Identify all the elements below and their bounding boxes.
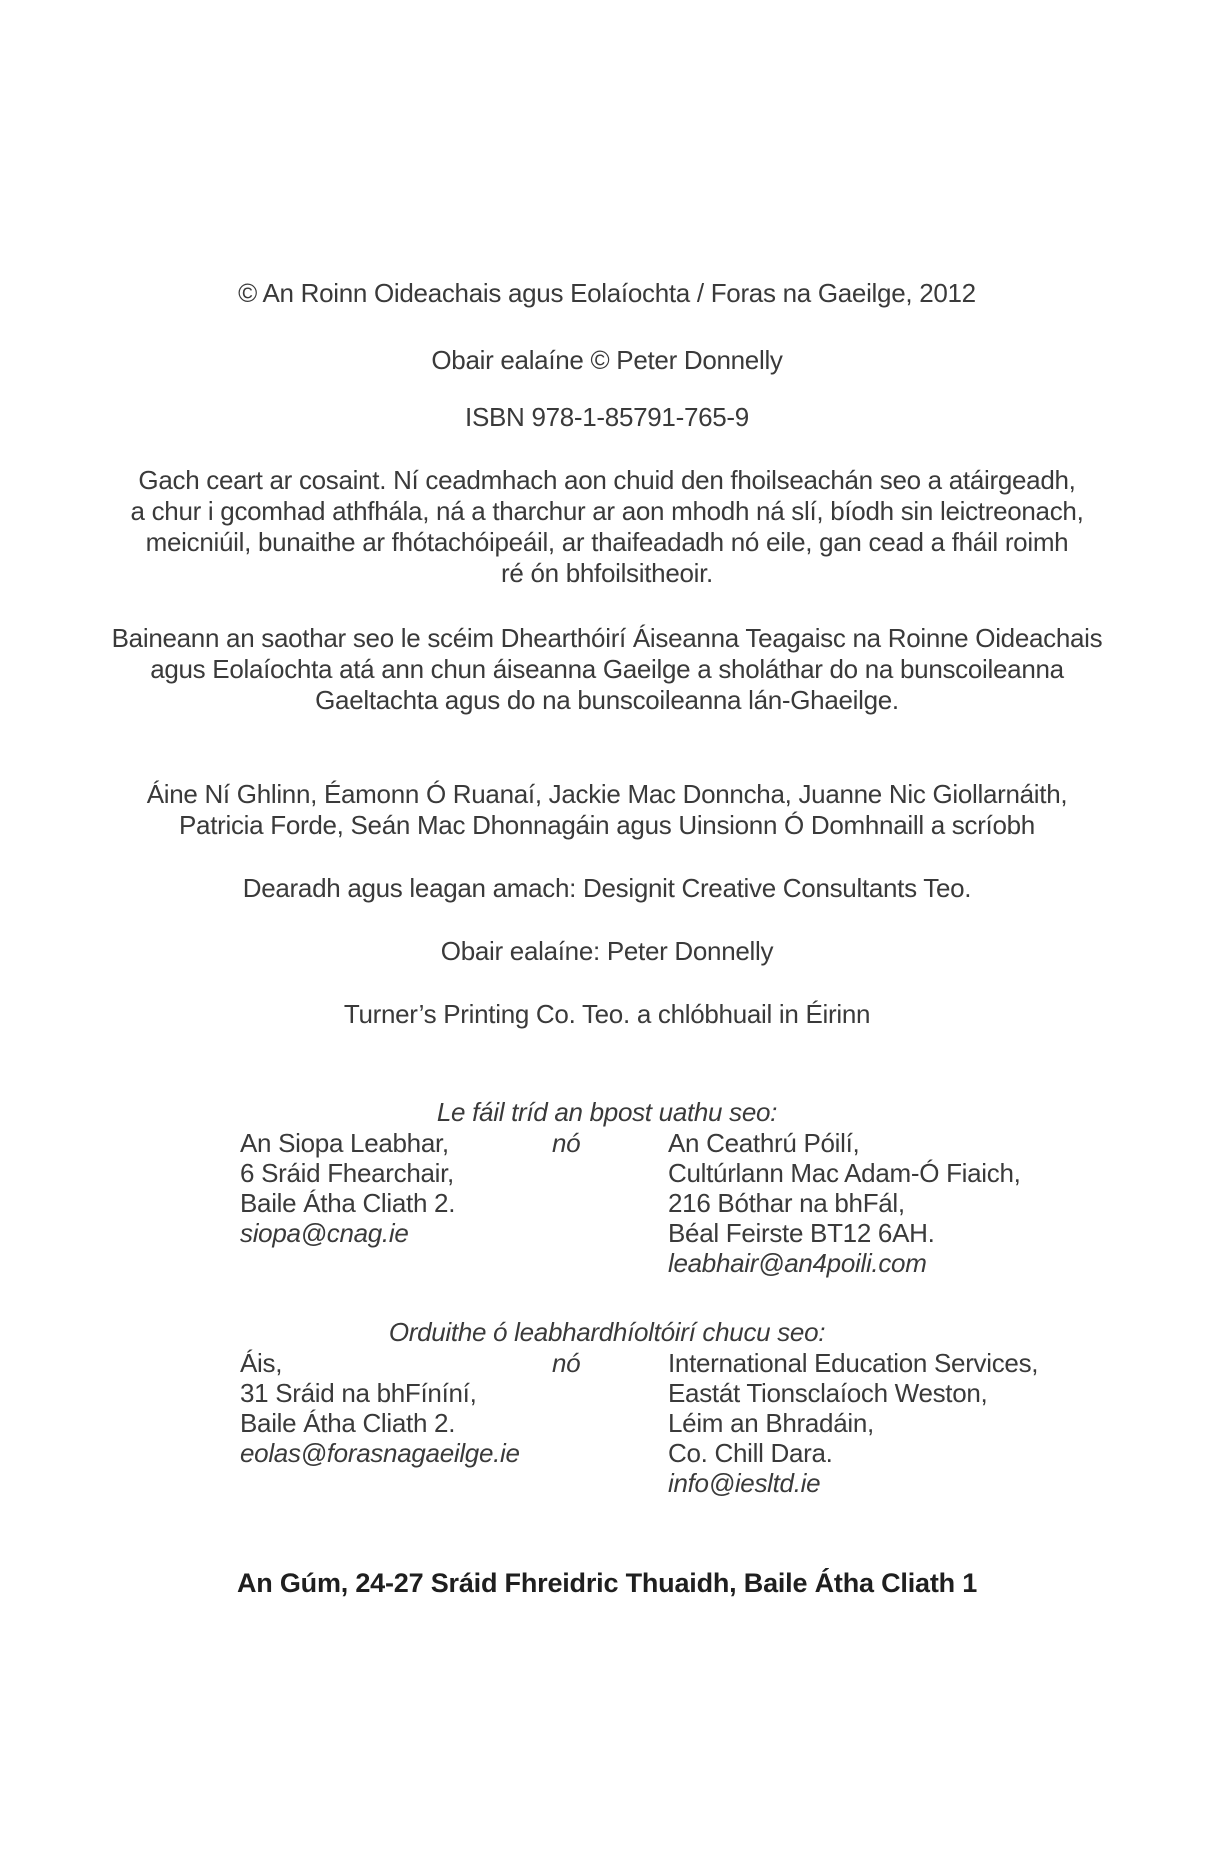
- address-line: Léim an Bhradáin,: [668, 1408, 874, 1438]
- address-line: Áis,: [240, 1348, 283, 1378]
- address-line: Baile Átha Cliath 2.: [240, 1188, 456, 1218]
- mail-order-right-address: [668, 1128, 1112, 1278]
- artwork-credit-line: Obair ealaíne: Peter Donnelly: [440, 936, 774, 966]
- scheme-note-line: Gaeltachta agus do na bunscoileanna lán-Ghaeilge.: [315, 685, 899, 715]
- mail-order-left-email: siopa@cnag.ie: [240, 1218, 409, 1248]
- address-line: 6 Sráid Fhearchair,: [240, 1158, 454, 1188]
- address-line: Baile Átha Cliath 2.: [240, 1408, 456, 1438]
- address-line: Cultúrlann Mac Adam-Ó Fiaich,: [668, 1158, 1021, 1188]
- copyright-line: © An Roinn Oideachais agus Eolaíochta / Foras na Gaeilge, 2012: [238, 278, 976, 308]
- bookseller-orders-right-email: info@iesltd.ie: [668, 1468, 821, 1498]
- bookseller-orders-heading: Orduithe ó leabhardhíoltóirí chucu seo:: [388, 1317, 826, 1347]
- rights-notice-line: ré ón bhfoilsitheoir.: [501, 558, 713, 588]
- bookseller-orders-left-address: [240, 1348, 552, 1498]
- rights-notice-line: meicniúil, bunaithe ar fhótachóipeáil, ar thaifeadadh nó eile, gan cead a fháil roimh: [145, 527, 1069, 557]
- authors-credit-line: Áine Ní Ghlinn, Éamonn Ó Ruanaí, Jackie Mac Donncha, Juanne Nic Giollarnáith,: [146, 779, 1068, 809]
- design-credit-line: Dearadh agus leagan amach: Designit Creative Consultants Teo.: [242, 873, 972, 903]
- colophon-content: [102, 0, 1112, 1599]
- or-label: nó: [552, 1348, 581, 1378]
- mail-order-addresses: [102, 1128, 1112, 1278]
- address-line: 31 Sráid na bhFíníní,: [240, 1378, 477, 1408]
- scheme-note-line: agus Eolaíochta atá ann chun áiseanna Gaeilge a sholáthar do na bunscoileanna: [150, 654, 1064, 684]
- rights-notice-line: Gach ceart ar cosaint. Ní ceadmhach aon chuid den fhoilseachán seo a atáirgeadh,: [138, 465, 1076, 495]
- artwork-copyright-line: Obair ealaíne © Peter Donnelly: [431, 345, 783, 375]
- address-line: An Ceathrú Póilí,: [668, 1128, 860, 1158]
- bookseller-orders-left-email: eolas@forasnagaeilge.ie: [240, 1438, 520, 1468]
- address-line: Béal Feirste BT12 6AH.: [668, 1218, 935, 1248]
- publisher-line: An Gúm, 24-27 Sráid Fhreidric Thuaidh, Baile Átha Cliath 1: [236, 1568, 978, 1598]
- mail-order-heading: Le fáil tríd an bpost uathu seo:: [436, 1097, 778, 1127]
- scheme-note: [102, 623, 1112, 716]
- bookseller-orders-right-address: [668, 1348, 1112, 1498]
- mail-order-right-email: leabhair@an4poili.com: [668, 1248, 927, 1278]
- printer-credit-line: Turner’s Printing Co. Teo. a chlóbhuail in Éirinn: [343, 999, 871, 1029]
- authors-credit-line: Patricia Forde, Seán Mac Dhonnagáin agus Uinsionn Ó Domhnaill a scríobh: [179, 810, 1035, 840]
- scheme-note-line: Baineann an saothar seo le scéim Dhearthóirí Áiseanna Teagaisc na Roinne Oideachais: [111, 623, 1103, 653]
- rights-notice: [102, 465, 1112, 589]
- mail-order-left-address: [240, 1128, 552, 1278]
- rights-notice-line: a chur i gcomhad athfhála, ná a tharchur ar aon mhodh ná slí, bíodh sin leictreonach,: [130, 496, 1084, 526]
- address-line: Eastát Tionsclaíoch Weston,: [668, 1378, 988, 1408]
- authors-credit: [102, 779, 1112, 841]
- address-line: An Siopa Leabhar,: [240, 1128, 449, 1158]
- address-line: International Education Services,: [668, 1348, 1039, 1378]
- or-label: nó: [552, 1128, 581, 1158]
- bookseller-orders-addresses: [102, 1348, 1112, 1498]
- address-line: Co. Chill Dara.: [668, 1438, 833, 1468]
- address-line: 216 Bóthar na bhFál,: [668, 1188, 905, 1218]
- isbn-line: ISBN 978-1-85791-765-9: [465, 402, 749, 432]
